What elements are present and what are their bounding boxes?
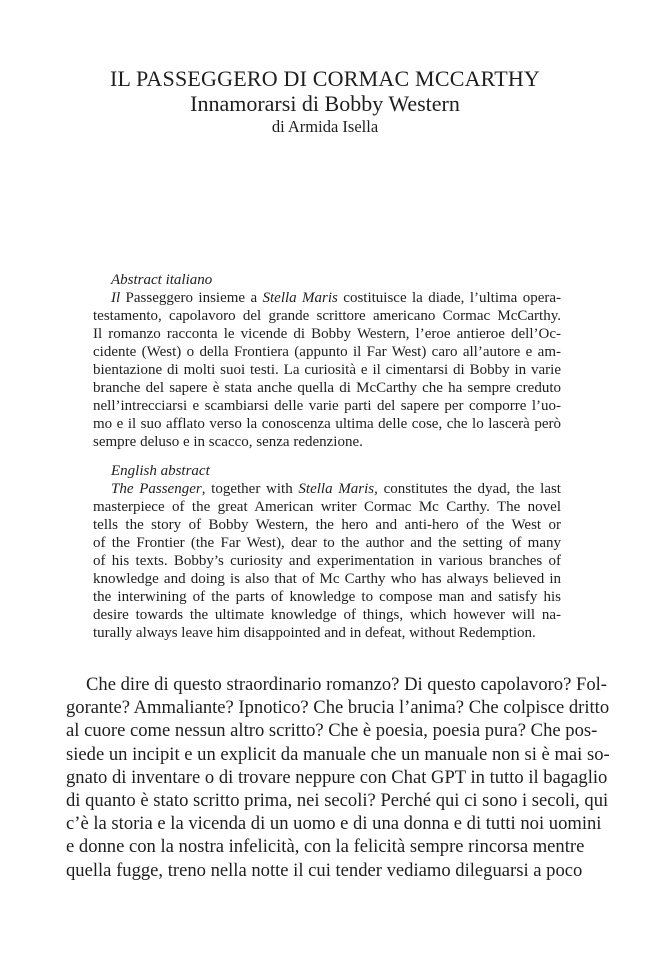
abstract-italian xyxy=(93,271,561,451)
article-subtitle: Innamorarsi di Bobby Western xyxy=(190,91,460,116)
abstract-line: branche del sapere è stata anche quella di McCarthy che ha sempre creduto xyxy=(93,380,561,396)
text-run: , constitutes the dyad, the last xyxy=(374,481,561,497)
body-line: di quanto è stato scritto prima, nei secoli? Perché qui ci sono i secoli, qui xyxy=(66,789,609,811)
abstract-line xyxy=(93,289,561,307)
abstract-english-text xyxy=(93,480,561,642)
italic-title: The Passenger xyxy=(111,481,202,497)
abstract-line: testamento, capolavoro del grande scrittore americano Cormac McCarthy. xyxy=(93,308,561,324)
abstract-italian-text xyxy=(93,289,561,451)
italic-title: Stella Maris xyxy=(298,481,375,497)
abstract-line: mo e il suo afflato verso la conoscenza ultima delle cose, che lo lascerà però xyxy=(93,416,561,432)
body-line: siede un incipit e un explicit da manuale che un manuale non si è mai so- xyxy=(66,743,610,765)
body-line: c’è la storia e la vicenda di un uomo e di una donna e di tutti noi uomini xyxy=(66,813,602,835)
body-line: Che dire di questo straordinario romanzo? Di questo capolavoro? Fol- xyxy=(86,674,607,695)
abstract-line: sempre deluso e in scacco, senza redenzione. xyxy=(93,434,363,450)
abstract-line: nell’intrecciarsi e scambiarsi delle varie parti del sapere per comporre l’uo- xyxy=(93,398,561,414)
body-line: quella fugge, treno nella notte il cui tender vediamo dileguarsi a poco xyxy=(66,859,583,881)
abstract-line: the interwining of the parts of knowledge to compose man and satisfy his xyxy=(93,589,561,605)
abstract-line: bientazione di molti suoi testi. La curiosità e il cimentarsi di Bobby in varie xyxy=(93,362,561,378)
body-line: gorante? Ammaliante? Ipnotico? Che brucia l’anima? Che colpisce dritto xyxy=(66,697,610,719)
abstract-italian-heading: Abstract italiano xyxy=(111,272,213,288)
article-body xyxy=(66,673,610,882)
body-line: gnato di inventare o di trovare neppure con Chat GPT in tutto il bagaglio xyxy=(66,766,608,788)
abstract-english-heading: English abstract xyxy=(111,463,210,479)
abstract-line: of his texts. Bobby’s curiosity and experimentation in various branches of xyxy=(93,553,561,569)
abstract-line: cidente (West) o della Frontiera (appunto il Far West) caro all’autore e am- xyxy=(93,344,561,360)
text-run: , together with xyxy=(201,481,299,497)
abstract-line: of the Frontier (the Far West), dear to the author and the setting of many xyxy=(93,535,561,551)
abstract-english xyxy=(93,462,561,642)
abstract-line: desire towards the ultimate knowledge of things, which however will na- xyxy=(93,607,561,623)
text-run: costituisce la diade, l’ultima opera- xyxy=(337,290,562,306)
italic-title: Il xyxy=(111,290,121,306)
article-author: di Armida Isella xyxy=(271,117,379,136)
abstract-line: knowledge and doing is also that of Mc Carthy who has always believed in xyxy=(93,571,561,587)
abstract-line xyxy=(93,480,561,498)
abstract-line: Il romanzo racconta le vicende di Bobby Western, l’eroe antieroe dell’Oc- xyxy=(93,326,561,342)
article-title: IL PASSEGGERO DI CORMAC MCCARTHY xyxy=(109,66,541,91)
abstract-line: turally always leave him disappointed and in defeat, without Redemption. xyxy=(93,625,536,641)
abstract-line: masterpiece of the great American writer Cormac Mc Carthy. The novel xyxy=(93,499,561,515)
body-line: e donne con la nostra infelicità, con la felicità sempre rincorsa mentre xyxy=(66,836,585,858)
italic-title: Stella Maris xyxy=(262,290,338,306)
abstract-line: tells the story of Bobby Western, the hero and anti-hero of the West or xyxy=(93,517,561,533)
text-run: Passeggero insieme a xyxy=(120,290,263,306)
body-line: al cuore come nessun altro scritto? Che è poesia, poesia pura? Che pos- xyxy=(66,720,598,742)
